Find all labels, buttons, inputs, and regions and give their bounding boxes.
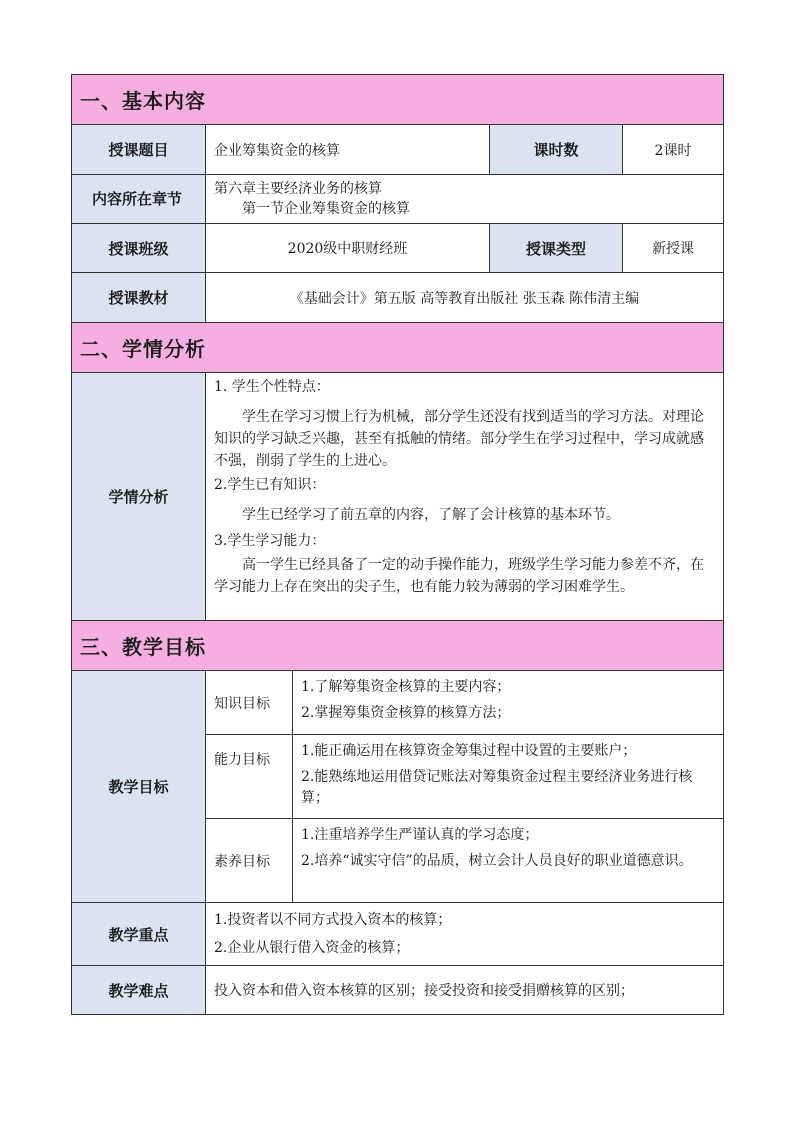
- goals-content: [206, 671, 724, 902]
- topic-label: 授课题目: [72, 125, 206, 174]
- key-points-content: [206, 903, 724, 965]
- goals-row: [72, 671, 724, 903]
- hours-value: 2课时: [623, 125, 724, 174]
- hours-label: 课时数: [490, 125, 623, 174]
- quality-goal-row: [206, 819, 723, 902]
- key-point-item-2: 2.企业从银行借入资金的核算；: [214, 940, 410, 956]
- key-points-row: [72, 903, 724, 966]
- goals-label: 教学目标: [72, 671, 206, 902]
- textbook-label: 授课教材: [72, 273, 206, 322]
- ability-goal-items: [293, 735, 723, 818]
- knowledge-goal-items: [293, 671, 723, 734]
- difficult-points-row: [72, 966, 724, 1015]
- analysis-paragraph-2: 学生已经学习了前五章的内容，了解了会计核算的基本环节。: [242, 507, 620, 523]
- class-value: 2020级中职财经班: [206, 224, 490, 272]
- key-point-item-1: 1.投资者以不同方式投入资本的核算；: [214, 912, 452, 928]
- chapter-row: [72, 175, 724, 224]
- ability-goal-item-2: 2.能熟练地运用借贷记账法对筹集资金过程主要经济业务进行核算；: [301, 769, 693, 806]
- section-title: 三、教学目标: [72, 621, 724, 670]
- knowledge-goal-item-2: 2.掌握筹集资金核算的核算方法；: [301, 705, 511, 721]
- analysis-heading-2: 2.学生已有知识：: [214, 477, 326, 493]
- analysis-content: [206, 373, 724, 620]
- difficult-points-value: 投入资本和借入资本核算的区别；接受投资和接受捐赠核算的区别；: [206, 966, 724, 1014]
- section-title: 二、学情分析: [72, 323, 724, 372]
- chapter-value: [206, 175, 724, 223]
- class-row: [72, 224, 724, 273]
- analysis-label: 学情分析: [72, 373, 206, 620]
- type-value: 新授课: [623, 224, 724, 272]
- section-basic-header: [72, 75, 724, 125]
- knowledge-goal-row: [206, 671, 723, 735]
- difficult-points-label: 教学难点: [72, 966, 206, 1014]
- analysis-paragraph-3: 高一学生已经具备了一定的动手操作能力，班级学生学习能力参差不齐，在学习能力上存在突出的尖子生，也有能力较为薄弱的学习困难学生。: [214, 557, 704, 595]
- chapter-line-2: 第一节企业筹集资金的核算: [242, 201, 410, 217]
- knowledge-goal-label: 知识目标: [206, 671, 293, 734]
- chapter-label: 内容所在章节: [72, 175, 206, 223]
- lesson-plan-table: [71, 74, 724, 1015]
- analysis-row: [72, 373, 724, 621]
- ability-goal-row: [206, 735, 723, 819]
- ability-goal-label: 能力目标: [206, 735, 293, 818]
- quality-goal-label: 素养目标: [206, 819, 293, 902]
- chapter-line-1: 第六章主要经济业务的核算: [214, 181, 382, 197]
- ability-goal-item-1: 1.能正确运用在核算资金筹集过程中设置的主要账户；: [301, 743, 637, 759]
- topic-value: 企业筹集资金的核算: [206, 125, 490, 174]
- analysis-paragraph-1: 学生在学习习惯上行为机械，部分学生还没有找到适当的学习方法。对理论知识的学习缺乏兴趣，甚至有抵触的情绪。部分学生在学习过程中，学习成就感不强，削弱了学生的上进心。: [214, 409, 704, 469]
- section-analysis-header: [72, 323, 724, 373]
- section-title: 一、基本内容: [72, 75, 724, 124]
- quality-goal-item-2: 2.培养“诚实守信”的品质，树立会计人员良好的职业道德意识。: [301, 853, 693, 869]
- quality-goal-items: [293, 819, 723, 902]
- quality-goal-item-1: 1.注重培养学生严谨认真的学习态度；: [301, 827, 539, 843]
- analysis-heading-1: 1. 学生个性特点：: [214, 379, 330, 395]
- type-label: 授课类型: [490, 224, 623, 272]
- section-goals-header: [72, 621, 724, 671]
- key-points-label: 教学重点: [72, 903, 206, 965]
- analysis-heading-3: 3.学生学习能力：: [214, 533, 326, 549]
- topic-row: [72, 125, 724, 175]
- knowledge-goal-item-1: 1.了解筹集资金核算的主要内容；: [301, 679, 511, 695]
- textbook-row: [72, 273, 724, 323]
- class-label: 授课班级: [72, 224, 206, 272]
- textbook-value: 《基础会计》第五版 高等教育出版社 张玉森 陈伟清主编: [206, 273, 724, 322]
